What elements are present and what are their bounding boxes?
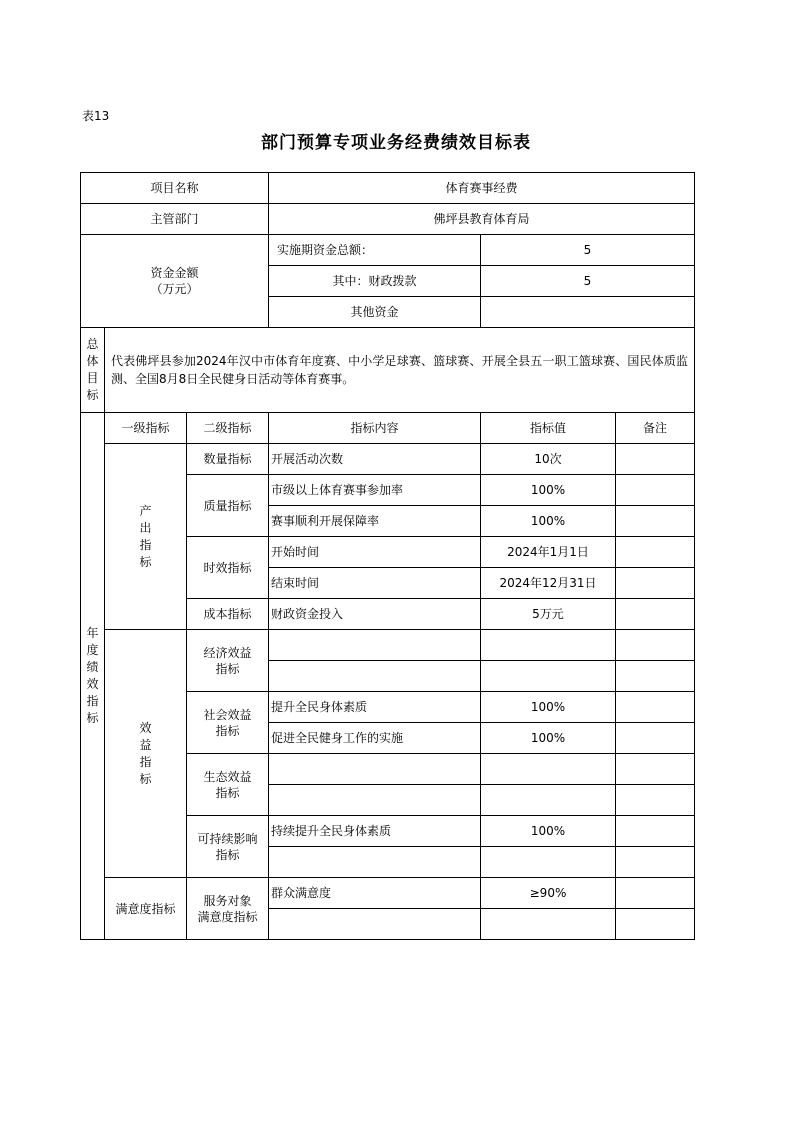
- table-number: 表13: [82, 109, 110, 123]
- project-name-value: 体育赛事经费: [269, 173, 695, 204]
- table-row: [81, 878, 695, 909]
- indicator-value: 100%: [481, 723, 616, 754]
- indicator-value: [481, 754, 616, 785]
- annual-indicator-char: 指: [86, 694, 99, 708]
- social-indicator-label: [187, 692, 269, 754]
- economic-indicator-label: [187, 630, 269, 692]
- satisfaction-indicator-label: 满意度指标: [105, 878, 187, 940]
- indicator-value: [481, 909, 616, 940]
- indicator-content: [269, 785, 481, 816]
- fund-total-value: 5: [481, 235, 695, 266]
- indicator-content: 市级以上体育赛事参加率: [269, 475, 481, 506]
- fund-amount-label: [81, 235, 269, 328]
- indicator-value: 5万元: [481, 599, 616, 630]
- indicator-content: [269, 630, 481, 661]
- project-name-label: 项目名称: [81, 173, 269, 204]
- social-label-line1: 社会效益: [203, 707, 252, 722]
- indicator-note: [616, 816, 695, 847]
- indicator-content: [269, 754, 481, 785]
- performance-target-table: [80, 172, 695, 940]
- indicator-content: [269, 847, 481, 878]
- annual-indicator-char: 年: [86, 626, 99, 640]
- indicator-content: 持续提升全民身体素质: [269, 816, 481, 847]
- table-row: [81, 630, 695, 661]
- overall-goal-char: 目: [86, 371, 99, 385]
- indicator-header-row: [81, 413, 695, 444]
- indicator-value: 10次: [481, 444, 616, 475]
- overall-goal-char: 总: [86, 337, 99, 351]
- benefit-indicator-char: 效: [139, 720, 152, 735]
- indicator-note: [616, 506, 695, 537]
- indicator-content: 结束时间: [269, 568, 481, 599]
- output-indicator-char: 指: [139, 537, 152, 552]
- indicator-content: 提升全民身体素质: [269, 692, 481, 723]
- output-indicator-char: 产: [139, 503, 152, 518]
- indicator-value: 2024年12月31日: [481, 568, 616, 599]
- output-indicator-char: 标: [139, 554, 152, 569]
- service-label-line1: 服务对象: [203, 893, 252, 908]
- sustain-indicator-label: [187, 816, 269, 878]
- indicator-note: [616, 785, 695, 816]
- annual-indicator-char: 绩: [86, 660, 99, 674]
- social-label-line2: 指标: [215, 723, 240, 738]
- indicator-value: [481, 661, 616, 692]
- output-indicator-label: [105, 444, 187, 630]
- indicator-value: ≥90%: [481, 878, 616, 909]
- annual-indicator-char: 标: [86, 711, 99, 725]
- indicator-value: 100%: [481, 475, 616, 506]
- service-label-line2: 满意度指标: [197, 909, 258, 924]
- indicator-content: [269, 661, 481, 692]
- fund-total-row: [81, 235, 695, 266]
- sustain-label-line1: 可持续影响: [197, 831, 258, 846]
- indicator-note: [616, 692, 695, 723]
- indicator-note: [616, 475, 695, 506]
- fund-total-label: 实施期资金总额：: [269, 235, 481, 266]
- header-level2: 二级指标: [187, 413, 269, 444]
- indicator-note: [616, 599, 695, 630]
- output-indicator-char: 出: [139, 520, 152, 535]
- page-title: 部门预算专项业务经费绩效目标表: [261, 133, 531, 153]
- header-level1: 一级指标: [105, 413, 187, 444]
- indicator-content: 开展活动次数: [269, 444, 481, 475]
- indicator-value: [481, 785, 616, 816]
- indicator-content: [269, 909, 481, 940]
- overall-goal-row: [81, 328, 695, 413]
- overall-goal-text: 代表佛坪县参加2024年汉中市体育年度赛、中小学足球赛、篮球赛、开展全县五一职工篮球赛、国民体质监测、全国8月8日全民健身日活动等体育赛事。: [105, 328, 695, 413]
- timeliness-indicator-label: 时效指标: [187, 537, 269, 599]
- annual-indicator-char: 效: [86, 677, 99, 691]
- indicator-value: [481, 847, 616, 878]
- indicator-content: 财政资金投入: [269, 599, 481, 630]
- indicator-note: [616, 537, 695, 568]
- indicator-note: [616, 630, 695, 661]
- economic-label-line2: 指标: [215, 661, 240, 676]
- indicator-note: [616, 847, 695, 878]
- fund-fiscal-label: 其中：财政拨款: [269, 266, 481, 297]
- indicator-value: 100%: [481, 816, 616, 847]
- table-row: [81, 444, 695, 475]
- indicator-note: [616, 909, 695, 940]
- cost-indicator-label: 成本指标: [187, 599, 269, 630]
- indicator-content: 开始时间: [269, 537, 481, 568]
- fund-amount-label-line1: 资金金额: [150, 266, 199, 280]
- service-satisfaction-label: [187, 878, 269, 940]
- annual-indicator-label: [81, 413, 105, 940]
- fund-other-label: 其他资金: [269, 297, 481, 328]
- quantity-indicator-label: 数量指标: [187, 444, 269, 475]
- benefit-indicator-char: 益: [139, 737, 152, 752]
- ecological-indicator-label: [187, 754, 269, 816]
- sustain-label-line2: 指标: [215, 847, 240, 862]
- quality-indicator-label: 质量指标: [187, 475, 269, 537]
- indicator-content: 群众满意度: [269, 878, 481, 909]
- header-value: 指标值: [481, 413, 616, 444]
- indicator-note: [616, 878, 695, 909]
- indicator-note: [616, 444, 695, 475]
- indicator-value: 2024年1月1日: [481, 537, 616, 568]
- indicator-value: 100%: [481, 506, 616, 537]
- project-name-row: [81, 173, 695, 204]
- fund-amount-label-line2: （万元）: [150, 282, 199, 296]
- indicator-value: 100%: [481, 692, 616, 723]
- ecological-label-line1: 生态效益: [203, 769, 252, 784]
- department-label: 主管部门: [81, 204, 269, 235]
- indicator-content: 促进全民健身工作的实施: [269, 723, 481, 754]
- indicator-value: [481, 630, 616, 661]
- economic-label-line1: 经济效益: [203, 645, 252, 660]
- ecological-label-line2: 指标: [215, 785, 240, 800]
- benefit-indicator-char: 标: [139, 771, 152, 786]
- annual-indicator-char: 度: [86, 643, 99, 657]
- department-value: 佛坪县教育体育局: [269, 204, 695, 235]
- indicator-note: [616, 568, 695, 599]
- header-note: 备注: [616, 413, 695, 444]
- indicator-content: 赛事顺利开展保障率: [269, 506, 481, 537]
- department-row: [81, 204, 695, 235]
- overall-goal-label: [81, 328, 105, 413]
- benefit-indicator-label: [105, 630, 187, 878]
- indicator-note: [616, 754, 695, 785]
- overall-goal-char: 体: [86, 354, 99, 368]
- header-content: 指标内容: [269, 413, 481, 444]
- benefit-indicator-char: 指: [139, 754, 152, 769]
- overall-goal-char: 标: [86, 388, 99, 402]
- indicator-note: [616, 723, 695, 754]
- fund-other-value: [481, 297, 695, 328]
- indicator-note: [616, 661, 695, 692]
- fund-fiscal-value: 5: [481, 266, 695, 297]
